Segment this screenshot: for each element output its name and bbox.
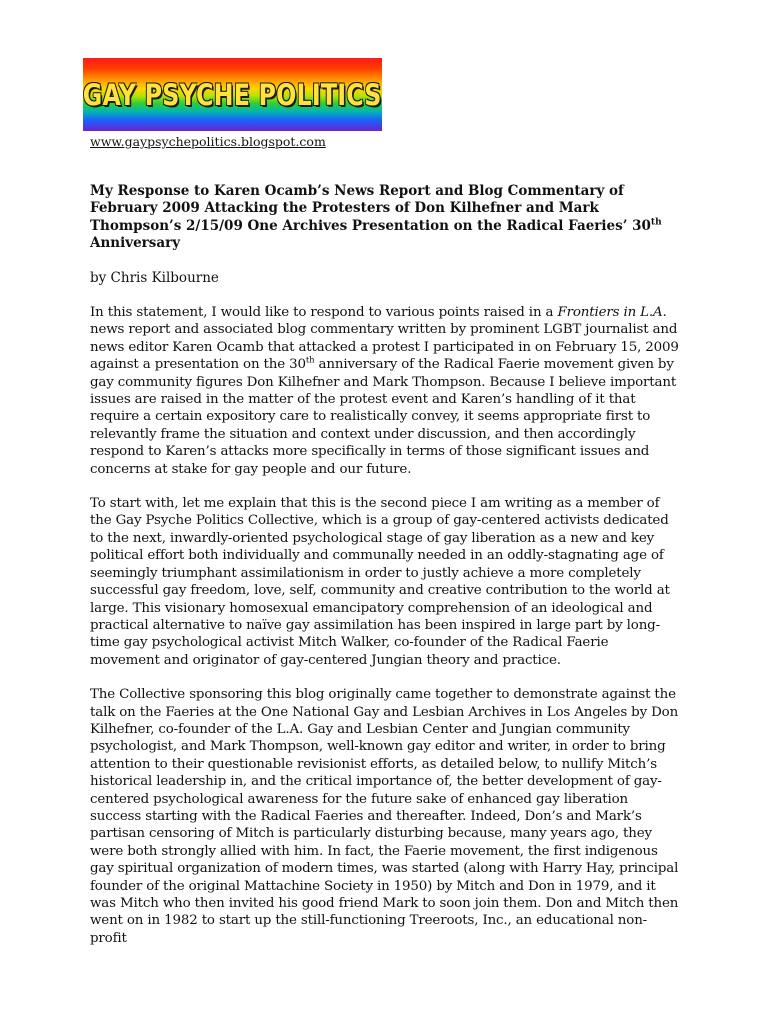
document-body: [90, 304, 682, 964]
title-main: My Response to Karen Ocamb’s News Report and Blog Commentary of February 2009 Attacking the Protesters of Don Kilhefner and Mark Thompson’s 2/15/09 One Archives Presentation on the Radical Faeries’ 30: [90, 183, 651, 234]
p1-text-c: anniversary of the Radical Faerie movement given by gay community figures Don Kilhefner and Mark Thompson. Because I believe important issues are raised in the matter of the protest event and Karen’s handling of it that require a certain expository care to realistically convey, it seems appropriate first to relevantly frame the situation and context under discussion, and then accordingly respond to Karen’s attacks more specifically in terms of those significant issues and concerns at stake for gay people and our future.: [90, 357, 677, 477]
body-paragraph-2: To start with, let me explain that this is the second piece I am writing as a member of the Gay Psyche Politics Collective, which is a group of gay-centered activists dedicated to the next, inwardly-oriented psychological stage of gay liberation as a new and key political effort both individually and communally needed in an oddly-stagnating age of seemingly triumphant assimilationism in order to justly achieve a more completely successful gay freedom, love, self, community and creative contribution to the world at large. This visionary homosexual emancipatory comprehension of an ideological and practical alternative to naïve gay assimilation has been inspired in large part by long-time gay psychological activist Mitch Walker, co-founder of the Radical Faerie movement and originator of gay-centered Jungian theory and practice.: [90, 496, 670, 668]
p1-text-b: news report and associated blog commentary written by prominent LGBT journalist and news editor Karen Ocamb that attacked a protest I participated in on February 15, 2009 against a presentation on the 30: [90, 322, 679, 373]
body-paragraph-3: The Collective sponsoring this blog originally came together to demonstrate against the talk on the Faeries at the One National Gay and Lesbian Archives in Los Angeles by Don Kilhefner, co-founder of the L.A. Gay and Lesbian Center and Jungian community psychologist, and Mark Thompson, well-known gay editor and writer, in order to bring attention to their questionable revisionist efforts, as detailed below, to nullify Mitch’s historical leadership in, and the critical importance of, the better development of gay-centered psychological awareness for the future sake of enhanced gay liberation success starting with the Radical Faeries and thereafter. Indeed, Don’s and Mark’s partisan censoring of Mitch is particularly disturbing because, many years ago, they were both strongly allied with him. In fact, the Faerie movement, the first indigenous gay spiritual organization of modern times, was started (along with Harry Hay, principal founder of the original Mattachine Society in 1950) by Mitch and Don in 1979, and it was Mitch who then invited his good friend Mark to soon join them. Don and Mitch then went on in 1982 to start up the still-functioning Treeroots, Inc., an educational non-profit: [90, 687, 679, 946]
p1-text-a: In this statement, I would like to respond to various points raised in a: [90, 305, 558, 320]
banner-logo-text: GAY PSYCHE POLITICS: [83, 77, 382, 112]
blog-banner-logo: [83, 58, 382, 131]
title-end: Anniversary: [90, 235, 181, 252]
body-paragraph-1: [90, 304, 682, 478]
p1-superscript: th: [305, 355, 315, 366]
author-byline: by Chris Kilbourne: [90, 270, 219, 286]
blog-url-link[interactable]: www.gaypsychepolitics.blogspot.com: [90, 134, 326, 149]
title-superscript: th: [650, 217, 662, 228]
document-title: [90, 183, 670, 253]
p1-publication-italic: Frontiers in L.A.: [557, 305, 667, 320]
